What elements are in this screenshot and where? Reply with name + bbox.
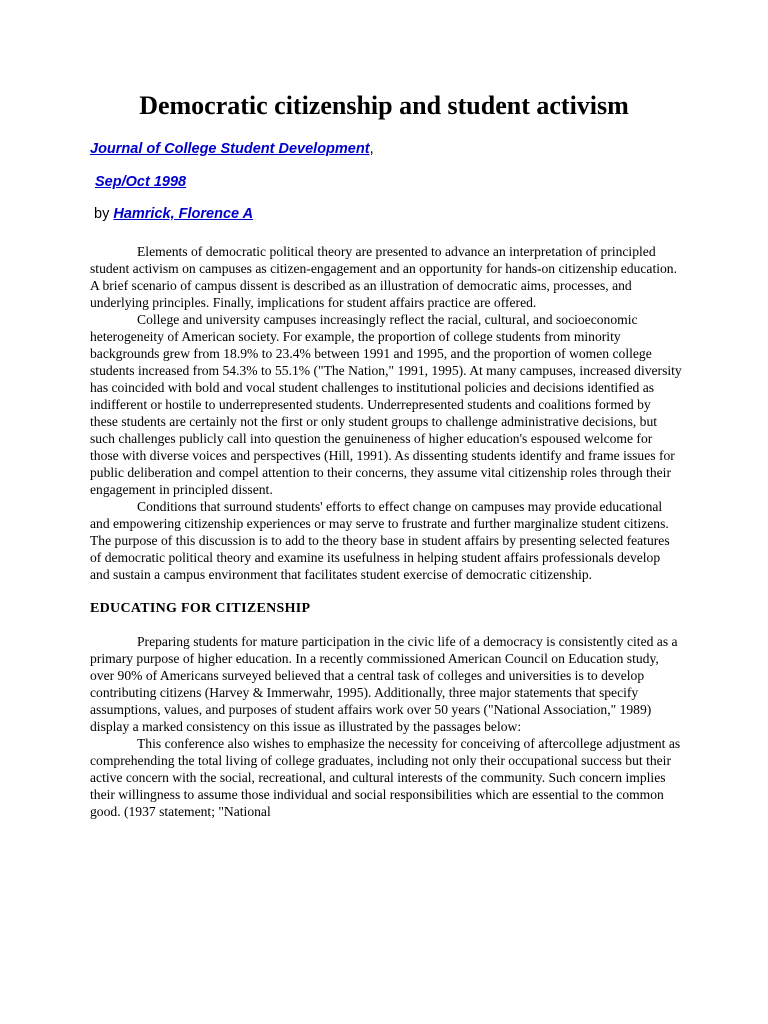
author-line xyxy=(94,205,253,223)
by-label: by xyxy=(94,206,110,222)
journal-link[interactable]: Journal of College Student Development xyxy=(90,141,370,157)
date-line xyxy=(95,173,186,191)
paragraph-quote-1937: This conference also wishes to emphasize the necessity for conceiving of aftercollege adjustment as comprehending the total living of college graduates, including not only their occupational success but their active concern with the social, recreational, and cultural interests of the community. Such concern implies their willingness to assume those individual and social responsibilities which are essential to the common good. (1937 statement; "National xyxy=(90,736,681,819)
article-body xyxy=(90,243,682,820)
author-link[interactable]: Hamrick, Florence A xyxy=(113,206,254,222)
journal-line xyxy=(90,140,374,158)
paragraph-citizenship: Preparing students for mature participation in the civic life of a democracy is consistently cited as a primary purpose of higher education. In a recently commissioned American Council on Education study, over 90% of Americans surveyed believed that a central task of colleges and universities is to develop contributing citizens (Harvey & Immerwahr, 1995). Additionally, three major statements that specify assumptions, values, and purposes of student affairs work over 50 years ("National Association," 1989) display a marked consistency on this issue as illustrated by the passages below: xyxy=(90,634,678,734)
date-link[interactable]: Sep/Oct 1998 xyxy=(95,174,187,190)
article-title: Democratic citizenship and student activism xyxy=(139,91,629,120)
paragraph-intro: College and university campuses increasingly reflect the racial, cultural, and socioeconomic heterogeneity of American society. For example, the proportion of college students from minority backgrounds grew from 18.9% to 23.4% between 1991 and 1995, and the proportion of women college students increased from 54.3% to 55.1% ("The Nation," 1991, 1995). At many campuses, increased diversity has coincided with bold and vocal student challenges to institutional policies and decisions identified as indifferent or hostile to underrepresented students. Underrepresented students and coalitions formed by these students are certainly not the first or only student groups to challenge administrative decisions, but such challenges publicly call into question the genuineness of higher education's espoused welcome for those with diverse voices and perspectives (Hill, 1991). As dissenting students identify and frame issues for public deliberation and compel attention to their concerns, they assume vital citizenship roles through their engagement in principled dissent. xyxy=(90,312,682,497)
journal-comma: , xyxy=(369,141,374,157)
paragraph-abstract: Elements of democratic political theory are presented to advance an interpretation of principled student activism on campuses as citizen-engagement and an opportunity for hands-on citizenship education. A brief scenario of campus dissent is described as an illustration of democratic aims, processes, and underlying principles. Finally, implications for student affairs practice are offered. xyxy=(90,244,678,310)
section-heading: EDUCATING FOR CITIZENSHIP xyxy=(90,601,311,616)
paragraph-purpose: Conditions that surround students' efforts to effect change on campuses may provide educational and empowering citizenship experiences or may serve to frustrate and further marginalize student citizens. The purpose of this discussion is to add to the theory base in student affairs by presenting selected features of democratic political theory and examine its usefulness in helping student affairs professionals develop and sustain a campus environment that facilitates student exercise of democratic citizenship. xyxy=(90,499,670,582)
